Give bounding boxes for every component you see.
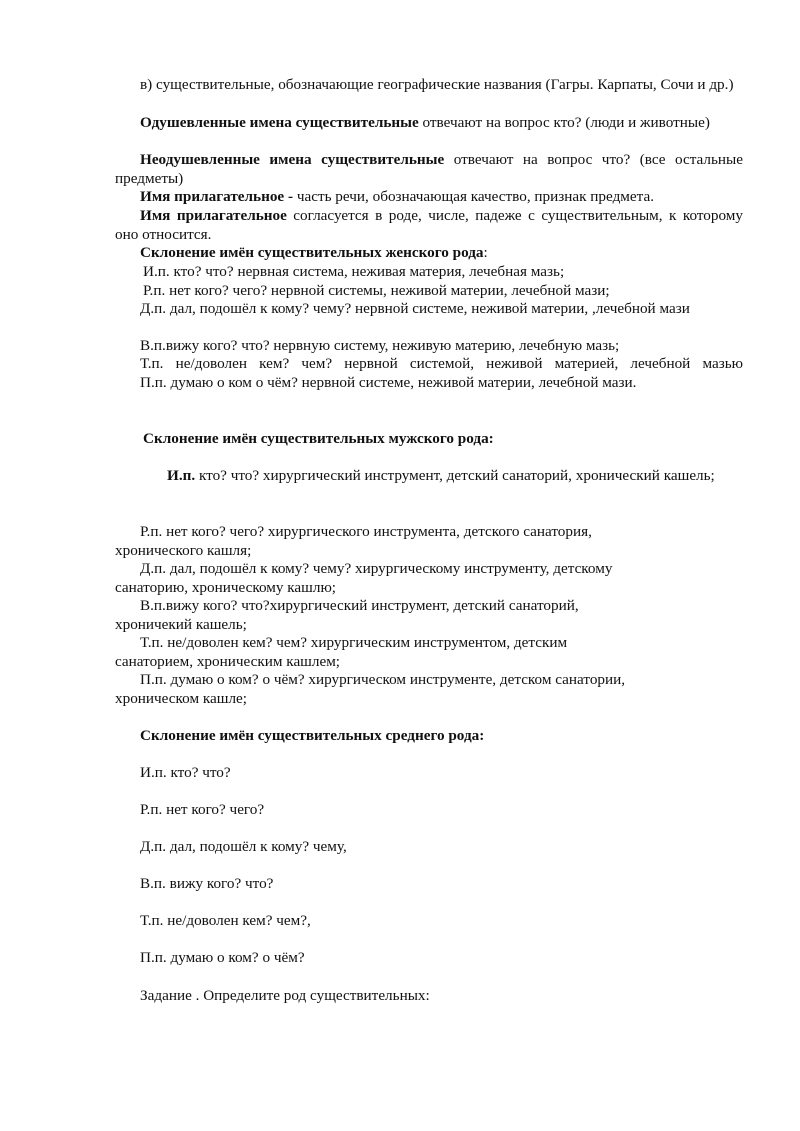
- masculine-accusative: [115, 597, 635, 634]
- neuter-accusative: [140, 875, 743, 894]
- masculine-nominative-text: кто? что? хирургический инструмент, детский санаторий, хронический кашель;: [195, 467, 715, 484]
- masculine-genitive-text: Р.п. нет кого? чего? хирургического инструмента, детского санатория, хронического кашля;: [115, 523, 592, 559]
- neuter-heading: [140, 727, 743, 746]
- feminine-heading-text: Склонение имён существительных женского рода: [140, 244, 484, 261]
- masculine-heading: [143, 430, 743, 449]
- adjective-agreement-term: Имя прилагательное: [140, 207, 287, 224]
- masculine-nominative-label: И.п.: [167, 467, 196, 484]
- neuter-nominative-text: И.п. кто? что?: [140, 764, 231, 781]
- masculine-nominative: [115, 467, 743, 486]
- animate-nouns-term: Одушевленные имена существительные: [140, 114, 419, 131]
- neuter-instrumental-text: Т.п. не/доволен кем? чем?,: [140, 912, 311, 929]
- feminine-prepositional-text: П.п. думаю о ком о чём? нервной системе, неживой материи, лечебной мази.: [140, 374, 637, 391]
- neuter-genitive: [140, 801, 743, 820]
- inanimate-nouns-paragraph: [115, 151, 743, 188]
- feminine-nominative: [143, 263, 743, 282]
- neuter-heading-text: Склонение имён существительных среднего рода:: [140, 727, 485, 744]
- adjective-term: Имя прилагательное -: [140, 188, 294, 205]
- inanimate-nouns-definition: отвечают на вопрос что? (все остальные предметы): [115, 151, 744, 187]
- masculine-prepositional-text: П.п. думаю о ком? о чём? хирургическом инструменте, детском санатории, хроническом кашле;: [115, 671, 626, 707]
- neuter-instrumental: [140, 912, 743, 931]
- feminine-genitive: [143, 282, 743, 301]
- animate-nouns-definition: отвечают на вопрос кто? (люди и животные): [418, 114, 710, 131]
- task-text: Задание . Определите род существительных:: [140, 987, 430, 1004]
- adjective-definition-paragraph: [115, 188, 743, 207]
- animate-nouns-paragraph: [115, 114, 743, 133]
- masculine-prepositional: [115, 671, 675, 708]
- feminine-nominative-text: И.п. кто? что? нервная система, неживая материя, лечебная мазь;: [143, 263, 565, 280]
- neuter-prepositional: [140, 949, 743, 968]
- neuter-nominative: [140, 764, 743, 783]
- feminine-accusative: [140, 337, 743, 356]
- neuter-dative: [140, 838, 743, 857]
- feminine-genitive-text: Р.п. нет кого? чего? нервной системы, неживой материи, лечебной мази;: [143, 282, 610, 299]
- feminine-dative: [115, 300, 743, 319]
- feminine-instrumental: [140, 355, 743, 374]
- adjective-agreement-text: согласуется в роде, числе, падеже с существительным, к которому оно относится.: [115, 207, 743, 243]
- neuter-accusative-text: В.п. вижу кого? что?: [140, 875, 274, 892]
- feminine-heading-colon: :: [483, 244, 488, 261]
- masculine-heading-text: Склонение имён существительных мужского рода:: [143, 430, 494, 447]
- masculine-accusative-text: В.п.вижу кого? что?хирургический инструмент, детский санаторий, хроничекий кашель;: [115, 597, 579, 633]
- neuter-dative-text: Д.п. дал, подошёл к кому? чему,: [140, 838, 347, 855]
- feminine-accusative-text: В.п.вижу кого? что? нервную систему, неживую материю, лечебную мазь;: [140, 337, 620, 354]
- adjective-agreement-paragraph: [115, 207, 743, 244]
- feminine-instrumental-text: Т.п. не/доволен кем? чем? нервной системой, неживой материей, лечебной мазью: [140, 355, 743, 372]
- feminine-prepositional: [140, 374, 743, 393]
- geo-names-paragraph: [115, 76, 743, 95]
- masculine-instrumental: [115, 634, 635, 671]
- feminine-heading: [115, 244, 743, 263]
- feminine-dative-text: Д.п. дал, подошёл к кому? чему? нервной системе, неживой материи, ,лечебной мази: [140, 300, 690, 317]
- geo-names-text: в) существительные, обозначающие географические названия (Гагры. Карпаты, Сочи и др.): [140, 76, 734, 93]
- inanimate-nouns-term: Неодушевленные имена существительные: [140, 151, 445, 168]
- adjective-definition: часть речи, обозначающая качество, признак предмета.: [293, 188, 655, 205]
- masculine-genitive: [115, 523, 655, 560]
- neuter-prepositional-text: П.п. думаю о ком? о чём?: [140, 949, 305, 966]
- neuter-genitive-text: Р.п. нет кого? чего?: [140, 801, 265, 818]
- masculine-dative-text: Д.п. дал, подошёл к кому? чему? хирургическому инструменту, детскому санаторию, хроническому кашлю;: [115, 560, 613, 596]
- masculine-dative: [115, 560, 675, 597]
- masculine-instrumental-text: Т.п. не/доволен кем? чем? хирургическим инструментом, детским санаторием, хроническим кашлем;: [115, 634, 568, 670]
- task-line: [140, 987, 743, 1006]
